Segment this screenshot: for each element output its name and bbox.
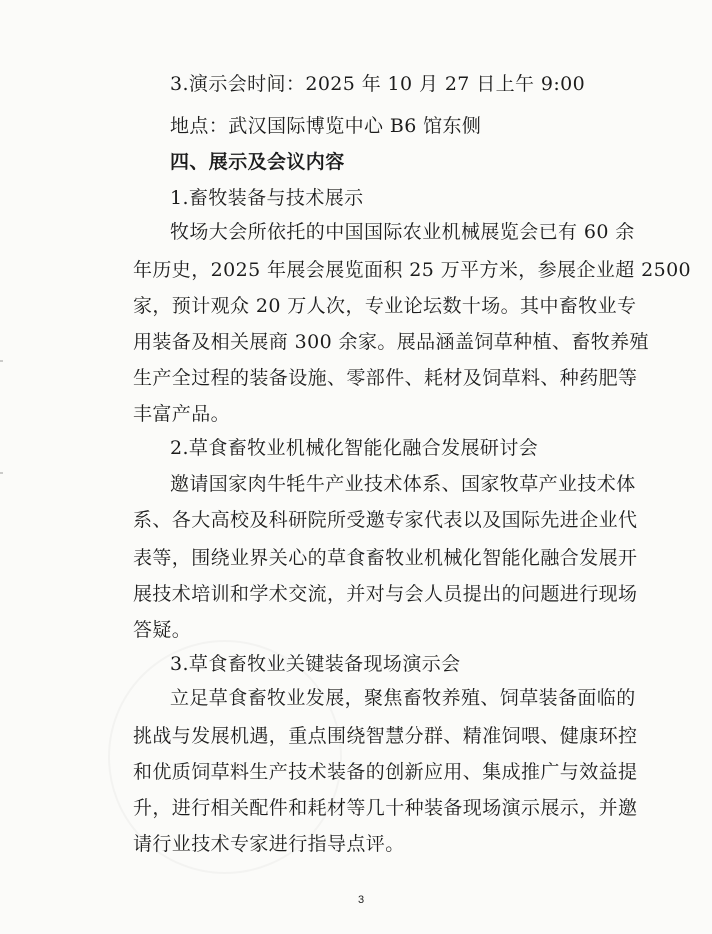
paragraph-1-line-5: 生产全过程的装备设施、零部件、耗材及饲草料、种药肥等	[133, 367, 638, 389]
paragraph-2-line-4: 展技术培训和学术交流，并对与会人员提出的问题进行现场	[133, 583, 638, 605]
location-line: 地点：武汉国际博览中心 B6 馆东侧	[170, 115, 482, 137]
paragraph-1-line-3: 家，预计观众 20 万人次，专业论坛数十场。其中畜牧业专	[133, 295, 637, 317]
paragraph-3-line-4: 升，进行相关配件和耗材等几十种装备现场演示展示，并邀	[133, 797, 638, 819]
scan-edge-mark	[0, 472, 3, 474]
paragraph-3-line-2: 挑战与发展机遇，重点围绕智慧分群、精准饲喂、健康环控	[133, 725, 638, 747]
subheading-3: 3.草食畜牧业关键装备现场演示会	[170, 653, 461, 675]
paragraph-2-line-5: 答疑。	[133, 619, 192, 641]
scan-edge-mark	[0, 360, 3, 362]
paragraph-1-line-4: 用装备及相关展商 300 余家。展品涵盖饲草种植、畜牧养殖	[133, 331, 649, 353]
paragraph-3-line-5: 请行业技术专家进行指导点评。	[133, 833, 405, 855]
subheading-2: 2.草食畜牧业机械化智能化融合发展研讨会	[170, 437, 539, 459]
paragraph-1-line-2: 年历史，2025 年展会展览面积 25 万平方米，参展企业超 2500	[133, 259, 692, 281]
paragraph-2-line-3: 表等，围绕业界关心的草食畜牧业机械化智能化融合发展开	[133, 547, 638, 569]
page-number: 3	[358, 894, 365, 906]
subheading-1: 1.畜牧装备与技术展示	[170, 187, 364, 209]
paragraph-2-line-1: 邀请国家肉牛牦牛产业技术体系、国家牧草产业技术体	[170, 473, 636, 495]
paragraph-2-line-2: 系、各大高校及科研院所受邀专家代表以及国际先进企业代	[133, 509, 638, 531]
paragraph-3-line-3: 和优质饲草料生产技术装备的创新应用、集成推广与效益提	[133, 761, 638, 783]
paragraph-1-line-1: 牧场大会所依托的中国国际农业机械展览会已有 60 余	[170, 221, 635, 243]
demo-time-line: 3.演示会时间：2025 年 10 月 27 日上午 9:00	[170, 73, 586, 95]
section-heading: 四、展示及会议内容	[170, 151, 345, 173]
paragraph-3-line-1: 立足草食畜牧业发展，聚焦畜牧养殖、饲草装备面临的	[170, 687, 636, 709]
paragraph-1-line-6: 丰富产品。	[133, 403, 231, 425]
